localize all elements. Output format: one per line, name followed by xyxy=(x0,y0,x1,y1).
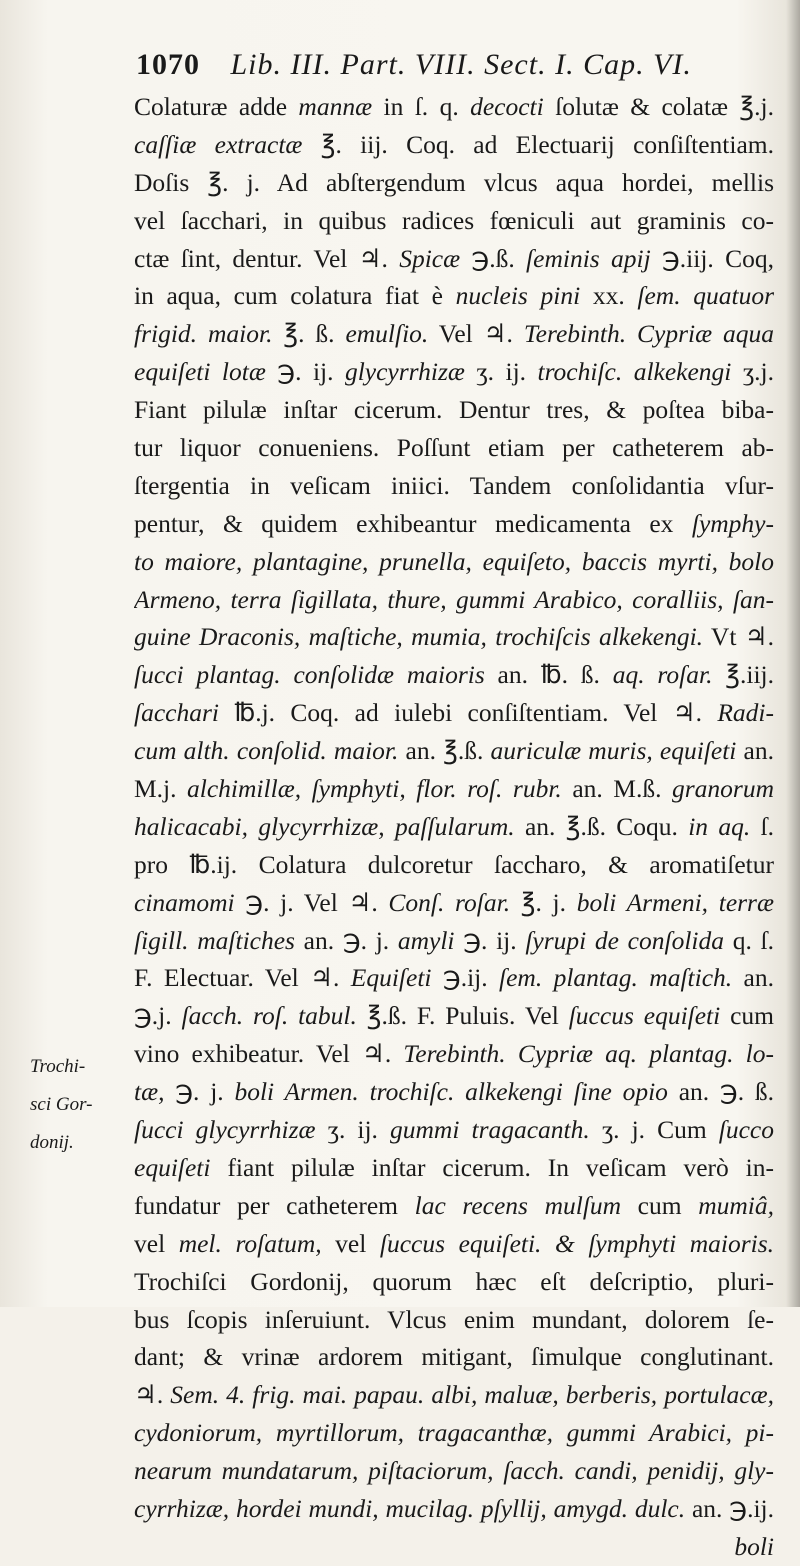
text-line: F. Electuar. Vel ♃. Equiſeti ℈.ij. ſem. plantag. maſtich. an. xyxy=(134,963,774,993)
text-line: ℈.j. ſacch. roſ. tabul. ℥.ß. F. Puluis. Vel ſuccus equiſeti cum xyxy=(134,1001,774,1031)
text-line: equiſeti fiant pilulæ inſtar cicerum. In veſicam verò in- xyxy=(134,1152,774,1182)
text-line: cum alth. conſolid. maior. an. ℥.ß. auriculæ muris, equiſeti an. xyxy=(134,736,774,766)
text-line: Trochiſci Gordonij, quorum hæc eſt deſcriptio, pluri- xyxy=(134,1266,774,1296)
page-number: 1070 xyxy=(136,48,200,81)
text-line: vel ſacchari, in quibus radices fœniculi aut graminis co- xyxy=(134,205,774,235)
text-line: Doſis ℥. j. Ad abſtergendum vlcus aqua hordei, mellis xyxy=(134,167,774,197)
text-line: ſacchari ℔.j. Coq. ad iulebi conſiſtentiam. Vel ♃. Radi- xyxy=(134,698,774,728)
margin-note xyxy=(30,1048,130,1162)
text-line: halicacabi, glycyrrhizæ, paſſularum. an. ℥.ß. Coqu. in aq. ſ. xyxy=(134,811,774,841)
text-line: pentur, & quidem exhibeantur medicamenta ex ſymphy- xyxy=(134,508,774,538)
text-line: to maiore, plantagine, prunella, equiſeto, baccis myrti, bolo xyxy=(134,546,774,576)
text-line: equiſeti lotæ ℈. ij. glycyrrhizæ ʒ. ij. trochiſc. alkekengi ʒ.j. xyxy=(134,357,774,387)
running-head: Lib. III. Part. VIII. Sect. I. Cap. VI. xyxy=(230,48,692,81)
margin-note-line: donij. xyxy=(30,1132,74,1153)
text-line: ſucci glycyrrhizæ ʒ. ij. gummi tragacanth. ʒ. j. Cum ſucco xyxy=(134,1115,774,1145)
binding-shadow xyxy=(786,0,800,1307)
text-line: cydoniorum, myrtillorum, tragacanthæ, gummi Arabici, pi- xyxy=(134,1418,774,1448)
text-line: ctæ ſint, dentur. Vel ♃. Spicæ ℈.ß. ſeminis apij ℈.iij. Coq, xyxy=(134,243,774,273)
text-line: ſtergentia in veſicam iniici. Tandem conſolidantia vſur- xyxy=(134,470,774,500)
margin-note-line: sci Gor- xyxy=(30,1094,93,1115)
text-line: dant; & vrinæ ardorem mitigant, ſimulque conglutinant. xyxy=(134,1342,774,1372)
text-line: cyrrhizæ, hordei mundi, mucilag. pſyllij, amygd. dulc. an. ℈.ij. xyxy=(134,1493,774,1523)
text-line: M.j. alchimillæ, ſymphyti, flor. roſ. rubr. an. M.ß. granorum xyxy=(134,774,774,804)
text-line: guine Draconis, maſtiche, mumia, trochiſcis alkekengi. Vt ♃. xyxy=(134,622,774,652)
text-line: Colaturæ adde mannæ in ſ. q. decocti ſolutæ & colatæ ℥.j. xyxy=(134,92,774,121)
text-line: ſucci plantag. conſolidæ maioris an. ℔. ß. aq. roſar. ℥.iij. xyxy=(134,660,774,690)
text-line: boli xyxy=(734,1531,774,1561)
text-line: Fiant pilulæ inſtar cicerum. Dentur tres, & poſtea biba- xyxy=(134,395,774,425)
main-text xyxy=(134,88,774,1566)
text-line: tæ, ℈. j. boli Armen. trochiſc. alkekengi ſine opio an. ℈. ß. xyxy=(134,1077,774,1107)
text-line: nearum mundatarum, piſtaciorum, ſacch. candi, penidij, gly- xyxy=(134,1456,774,1486)
text-line: bus ſcopis inſeruiunt. Vlcus enim mundant, dolorem ſe- xyxy=(134,1304,774,1334)
text-line: vino exhibeatur. Vel ♃. Terebinth. Cypriæ aq. plantag. lo- xyxy=(134,1039,774,1069)
text-line: pro ℔.ij. Colatura dulcoretur ſaccharo, & aromatiſetur xyxy=(134,849,774,879)
text-line: caſſiæ extractæ ℥. iij. Coq. ad Electuarij conſiſtentiam. xyxy=(134,129,774,159)
text-line: frigid. maior. ℥. ß. emulſio. Vel ♃. Terebinth. Cypriæ aqua xyxy=(134,319,774,349)
text-line: fundatur per catheterem lac recens mulſum cum mumiâ, xyxy=(134,1190,774,1220)
text-line: ♃. Sem. 4. frig. mai. papau. albi, maluæ, berberis, portulacæ, xyxy=(134,1380,774,1410)
text-line: cinamomi ℈. j. Vel ♃. Conſ. roſar. ℥. j. boli Armeni, terræ xyxy=(134,887,774,917)
text-line: Armeno, terra ſigillata, thure, gummi Arabico, coralliis, ſan- xyxy=(134,584,774,614)
page-header xyxy=(136,48,736,88)
text-line: tur liquor conueniens. Poſſunt etiam per catheterem ab- xyxy=(134,433,774,463)
text-line: vel mel. roſatum, vel ſuccus equiſeti. & ſymphyti maioris. xyxy=(134,1228,774,1258)
text-line: in aqua, cum colatura fiat è nucleis pini xx. ſem. quatuor xyxy=(134,281,774,311)
text-line: ſigill. maſtiches an. ℈. j. amyli ℈. ij. ſyrupi de conſolida q. ſ. xyxy=(134,925,774,955)
margin-note-line: Trochi- xyxy=(30,1056,86,1077)
